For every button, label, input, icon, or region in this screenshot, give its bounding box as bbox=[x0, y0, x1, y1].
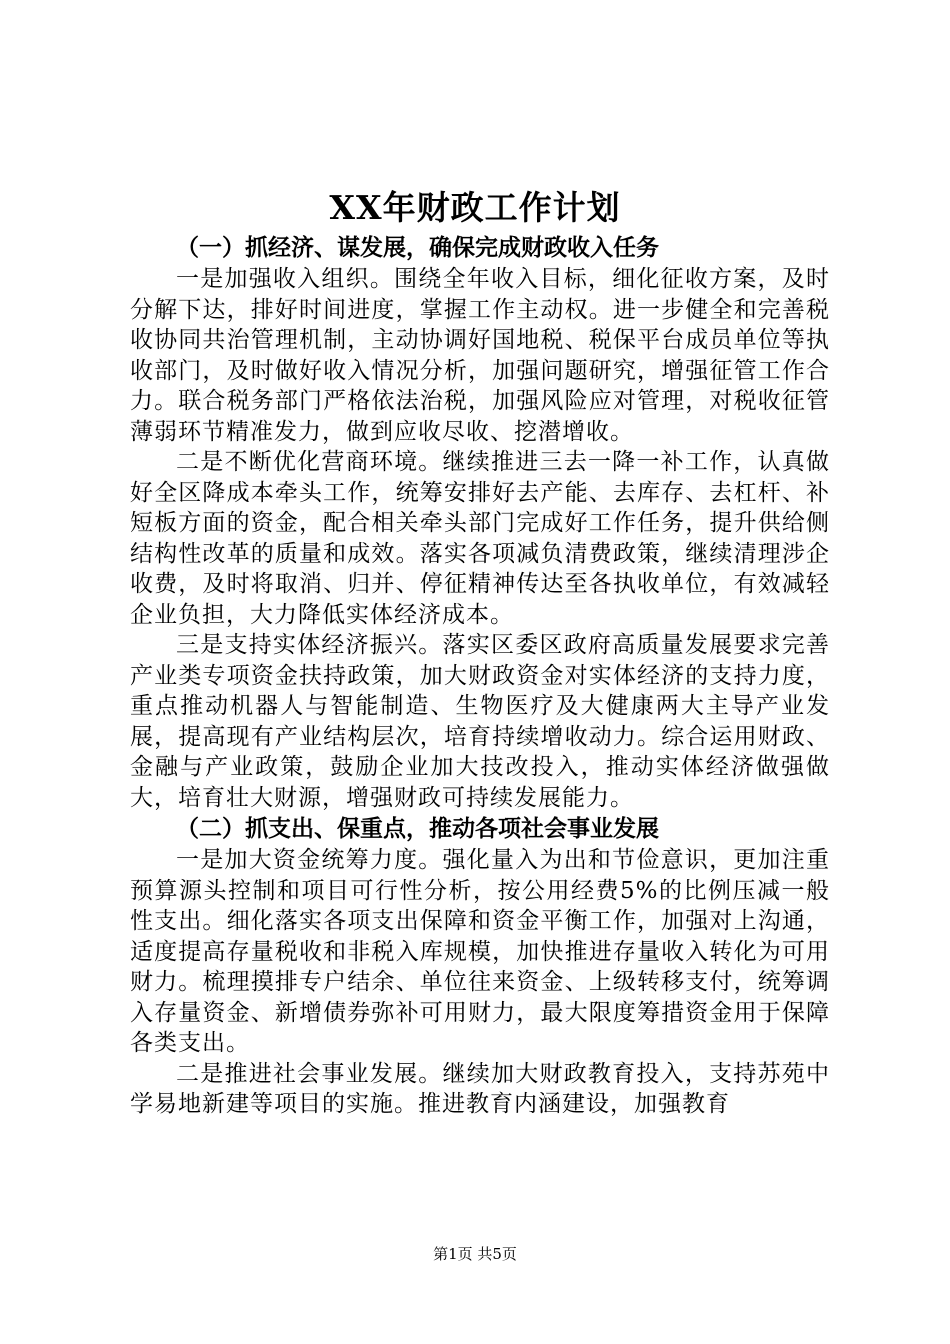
document-title: XX年财政工作计划 bbox=[329, 188, 621, 227]
document-body bbox=[130, 232, 830, 1120]
paragraph: 一是加强收入组织。围绕全年收入目标，细化征收方案，及时分解下达，排好时间进度，掌握工作主动权。进一步健全和完善税收协同共治管理机制，主动协调好国地税、税保平台成员单位等执收部门，及时做好收入情况分析，加强问题研究，增强征管工作合力。联合税务部门严格依法治税，加强风险应对管理，对税收征管薄弱环节精准发力，做到应收尽收、挖潜增收。 bbox=[130, 266, 830, 445]
paragraph: 二是不断优化营商环境。继续推进三去一降一补工作，认真做好全区降成本牵头工作，统筹安排好去产能、去库存、去杠杆、补短板方面的资金，配合相关牵头部门完成好工作任务，提升供给侧结构性改革的质量和成效。落实各项减负清费政策，继续清理涉企收费，及时将取消、归并、停征精神传达至各执收单位，有效减轻企业负担，大力降低实体经济成本。 bbox=[130, 449, 830, 628]
section-heading-1: （一）抓经济、谋发展，确保完成财政收入任务 bbox=[176, 234, 659, 261]
paragraph: 二是推进社会事业发展。继续加大财政教育投入，支持苏苑中学易地新建等项目的实施。推进教育内涵建设，加强教育 bbox=[130, 1060, 830, 1117]
paragraph: 一是加大资金统筹力度。强化量入为出和节俭意识，更加注重预算源头控制和项目可行性分析，按公用经费5%的比例压减一般性支出。细化落实各项支出保障和资金平衡工作，加强对上沟通，适度提高存量税收和非税入库规模，加快推进存量收入转化为可用财力。梳理摸排专户结余、单位往来资金、上级转移支付，统筹调入存量资金、新增债券弥补可用财力，最大限度筹措资金用于保障各类支出。 bbox=[130, 847, 830, 1056]
section-heading-2: （二）抓支出、保重点，推动各项社会事业发展 bbox=[176, 815, 659, 842]
paragraph: 三是支持实体经济振兴。落实区委区政府高质量发展要求完善产业类专项资金扶持政策，加大财政资金对实体经济的支持力度，重点推动机器人与智能制造、生物医疗及大健康两大主导产业发展，提高现有产业结构层次，培育持续增收动力。综合运用财政、金融与产业政策，鼓励企业加大技改投入，推动实体经济做强做大，培育壮大财源，增强财政可持续发展能力。 bbox=[130, 632, 830, 811]
page-number-footer: 第1页 共5页 bbox=[433, 1245, 517, 1263]
